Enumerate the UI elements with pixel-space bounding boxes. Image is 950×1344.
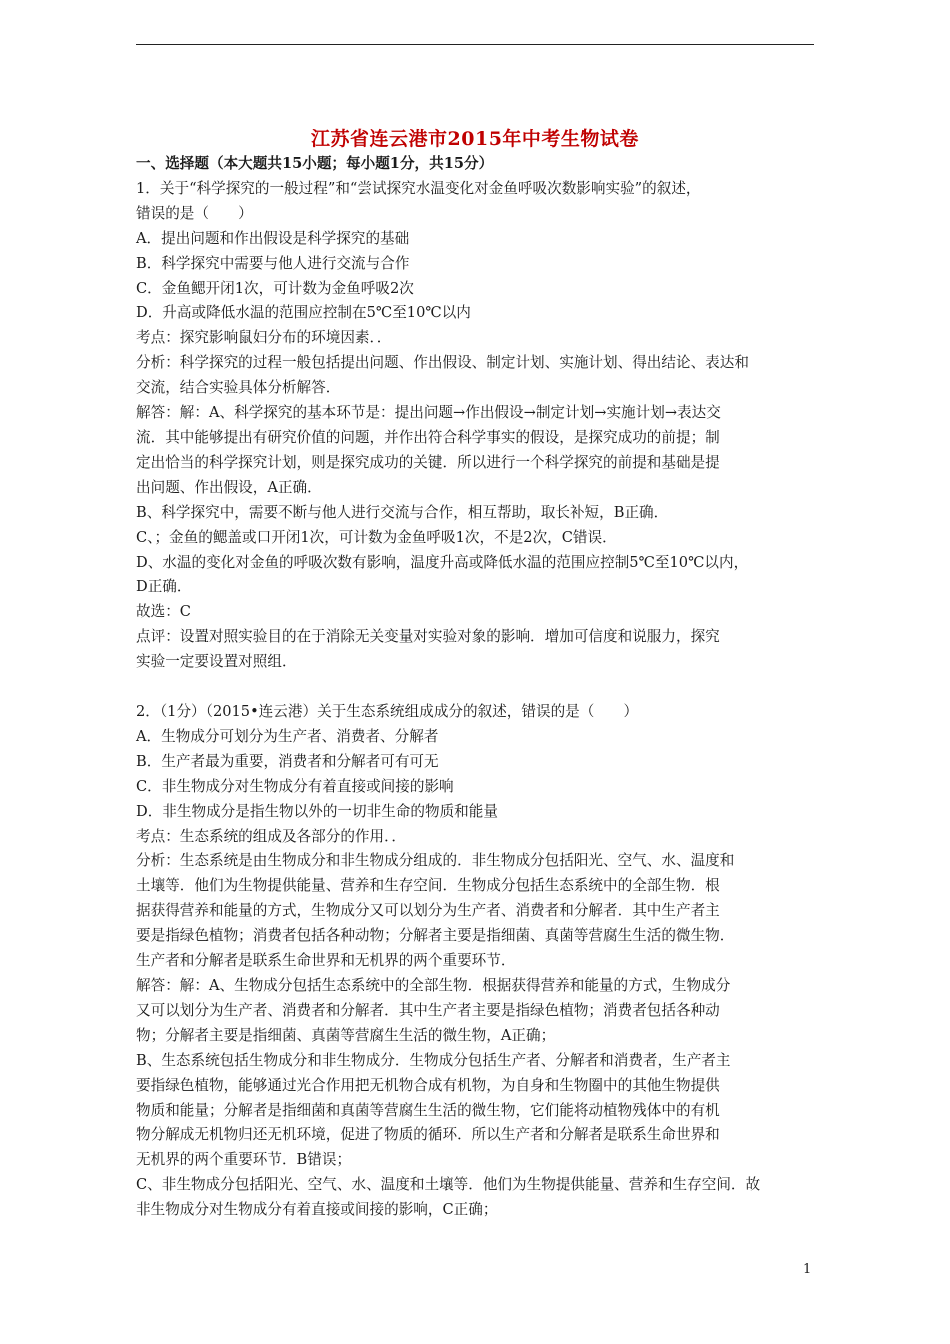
q1-line: 1．关于“科学探究的一般过程”和“尝试探究水温变化对金鱼呼吸次数影响实验”的叙述， <box>136 179 701 197</box>
q1-analysis: 分析：科学探究的过程一般包括提出问题、作出假设、制定计划、实施计划、得出结论、表达和 <box>136 354 749 372</box>
q1-answer: C、；金鱼的鳃盖或口开闭1次，可计数为金鱼呼吸1次，不是2次，C错误． <box>136 528 617 546</box>
q2-answer: 无机界的两个重要环节．B错误； <box>136 1151 352 1169</box>
q1-option-d: D．升高或降低水温的范围应控制在5℃至10℃以内 <box>136 304 471 322</box>
q2-analysis: 据获得营养和能量的方式，生物成分又可以划分为生产者、消费者和分解者．其中生产者主 <box>136 902 720 920</box>
q2-line: 2．（1分）（2015•连云港）关于生态系统组成成分的叙述，错误的是（ ） <box>136 703 639 721</box>
q2-answer: 非生物成分对生物成分有着直接或间接的影响，C正确； <box>136 1201 498 1219</box>
q1-kaodian: 考点：探究影响鼠妇分布的环境因素．． <box>136 329 392 347</box>
q2-option-a: A．生物成分可划分为生产者、消费者、分解者 <box>136 727 439 745</box>
q1-option-b: B．科学探究中需要与他人进行交流与合作 <box>136 254 410 272</box>
q1-option-a: A．提出问题和作出假设是科学探究的基础 <box>136 229 410 247</box>
question-2 <box>136 700 826 1223</box>
q2-answer: 又可以划分为生产者、消费者和分解者．其中生产者主要是指绿色植物；消费者包括各种动 <box>136 1001 720 1019</box>
document-body <box>136 152 826 1223</box>
header-rule <box>136 44 814 45</box>
spacer <box>136 675 826 700</box>
q1-line: 错误的是（ ） <box>136 204 253 222</box>
q2-answer: 物分解成无机物归还无机环境，促进了物质的循环．所以生产者和分解者是联系生命世界和 <box>136 1126 720 1144</box>
section-heading: 一、选择题（本大题共15小题；每小题1分，共15分） <box>136 155 494 172</box>
q2-option-c: C．非生物成分对生物成分有着直接或间接的影响 <box>136 777 454 795</box>
q1-comment: 点评：设置对照实验目的在于消除无关变量对实验对象的影响．增加可信度和说服力，探究 <box>136 628 720 646</box>
q2-answer: 物质和能量；分解者是指细菌和真菌等营腐生生活的微生物，它们能将动植物残体中的有机 <box>136 1101 720 1119</box>
q2-answer: 要指绿色植物，能够通过光合作用把无机物合成有机物，为自身和生物圈中的其他生物提供 <box>136 1076 720 1094</box>
q2-answer: 物；分解者主要是指细菌、真菌等营腐生生活的微生物，A正确； <box>136 1026 556 1044</box>
q2-answer: C、非生物成分包括阳光、空气、水、温度和土壤等．他们为生物提供能量、营养和生存空间．故 <box>136 1176 761 1194</box>
q2-analysis: 生产者和分解者是联系生命世界和无机界的两个重要环节． <box>136 952 516 970</box>
q1-answer: 定出恰当的科学探究计划，则是探究成功的关键．所以进行一个科学探究的前提和基础是提 <box>136 453 720 471</box>
q1-option-c: C．金鱼鳃开闭1次，可计数为金鱼呼吸2次 <box>136 279 414 297</box>
q1-answer: B、科学探究中，需要不断与他人进行交流与合作，相互帮助，取长补短，B正确． <box>136 503 669 521</box>
q1-analysis: 交流，结合实验具体分析解答． <box>136 379 341 397</box>
q2-answer: 解答：解：A、生物成分包括生态系统中的全部生物．根据获得营养和能量的方式，生物成分 <box>136 977 731 994</box>
page-number: 1 <box>803 1262 812 1277</box>
q2-analysis: 分析：生态系统是由生物成分和非生物成分组成的．非生物成分包括阳光、空气、水、温度和 <box>136 852 735 870</box>
q2-kaodian: 考点：生态系统的组成及各部分的作用．． <box>136 827 406 845</box>
q2-option-b: B．生产者最为重要，消费者和分解者可有可无 <box>136 752 439 770</box>
q1-answer: D正确． <box>136 578 192 596</box>
q1-comment: 实验一定要设置对照组． <box>136 653 297 671</box>
q2-analysis: 要是指绿色植物；消费者包括各种动物；分解者主要是指细菌、真菌等营腐生生活的微生物． <box>136 927 735 945</box>
document-title: 江苏省连云港市2015年中考生物试卷 <box>311 128 639 150</box>
q2-answer: B、生态系统包括生物成分和非生物成分．生物成分包括生产者、分解者和消费者，生产者主 <box>136 1051 731 1069</box>
q1-answer: 解答：解：A、科学探究的基本环节是：提出问题→作出假设→制定计划→实施计划→表达交 <box>136 404 721 422</box>
question-1 <box>136 177 826 675</box>
q2-option-d: D．非生物成分是指生物以外的一切非生命的物质和能量 <box>136 802 498 820</box>
q1-answer: 出问题、作出假设，A正确． <box>136 478 322 496</box>
q1-answer: 流．其中能够提出有研究价值的问题，并作出符合科学事实的假设，是探究成功的前提；制 <box>136 428 720 446</box>
q2-analysis: 土壤等．他们为生物提供能量、营养和生存空间．生物成分包括生态系统中的全部生物．根 <box>136 877 720 895</box>
q1-choice: 故选：C <box>136 603 191 621</box>
q1-answer: D、水温的变化对金鱼的呼吸次数有影响，温度升高或降低水温的范围应控制5℃至10℃以内， <box>136 553 749 571</box>
